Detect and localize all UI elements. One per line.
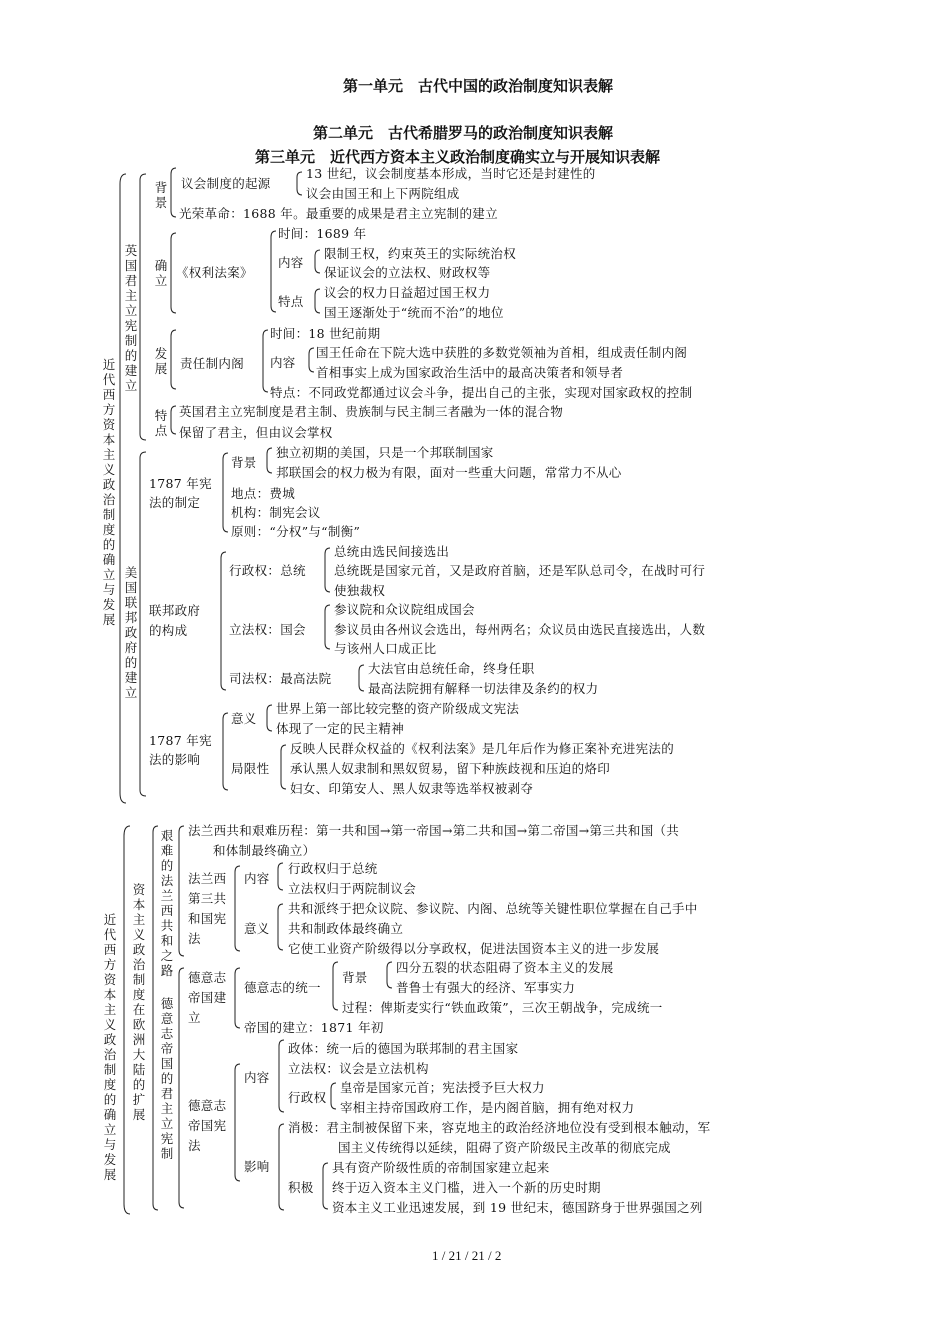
us-principle: 原则：“分权”与“制衡”	[231, 524, 361, 539]
c1787-l1: 1787 年宪	[149, 476, 212, 491]
bracket-fed	[221, 552, 226, 690]
bracket-bill-feature	[315, 289, 320, 313]
fr-sig-3: 它使工业资产阶级得以分享政权，促进法国资本主义的进一步发展	[288, 941, 660, 956]
fr-title: 艰难的法兰西共和之路	[160, 828, 174, 978]
bracket-fr-content	[278, 863, 283, 890]
bracket-root2	[124, 826, 130, 1214]
bracket-1787	[223, 453, 228, 532]
fr-sig-2: 共和制政体最终确立	[288, 921, 404, 936]
us-bg-1: 独立初期的美国，只是一个邦联制国家	[276, 445, 494, 460]
leg-label: 立法权：国会	[229, 622, 306, 637]
uk-char-2: 保留了君主，但由议会掌权	[179, 425, 333, 440]
bracket-inf	[223, 713, 228, 790]
fr-third-l3: 和国宪	[188, 911, 227, 926]
uk-char-label: 特点	[154, 408, 168, 438]
bracket-jud	[359, 665, 364, 691]
fr-third-l4: 法	[188, 931, 201, 946]
de-exec-1: 皇帝是国家元首；宪法授予巨大权力	[340, 1080, 545, 1095]
leg-2: 参议员由各州议会选出，每州两名；众议员由选民直接选出，人数	[334, 622, 706, 637]
bill-label: 《权利法案》	[176, 265, 253, 280]
sub-label-2: 资本主义政治制度在欧洲大陆的扩展	[132, 882, 146, 1122]
bracket-uk-bg	[171, 168, 176, 217]
bracket-uk	[140, 174, 146, 440]
root-label-2: 近代西方资本主义政治制度的确立与发展	[103, 912, 117, 1182]
bill-feature-2: 国王逐渐处于“统而不治”的地位	[324, 305, 504, 320]
jud-1: 大法官由总统任命，终身任职	[368, 661, 535, 676]
uk-title: 英国君主立宪制的建立	[124, 243, 138, 393]
bill-content-1: 限制王权，约束英王的实际统治权	[324, 246, 517, 261]
de-const-l2: 帝国宪	[188, 1118, 227, 1133]
fed-l2: 的构成	[149, 623, 188, 638]
de-unify-label: 德意志的统一	[244, 980, 321, 995]
uk-origin-2: 议会由国王和上下两院组成	[306, 186, 460, 201]
fr-content-1: 行政权归于总统	[288, 861, 378, 876]
exec-2: 总统既是国家元首，又是政府首脑，还是军队总司令，在战时可行	[334, 563, 706, 578]
bracket-sub2	[153, 826, 158, 1210]
us-place: 地点：费城	[231, 486, 296, 501]
lim-3: 妇女、印第安人、黑人奴隶等选举权被剥夺	[290, 781, 534, 796]
de-const-l3: 法	[188, 1138, 201, 1153]
bracket-de	[179, 968, 184, 1208]
inf-l1: 1787 年宪	[149, 733, 212, 748]
cabinet-content-label: 内容	[270, 355, 296, 370]
bracket-fr-third	[235, 866, 240, 951]
us-bg-label: 背景	[231, 455, 257, 470]
bracket-de-found	[235, 968, 240, 1028]
bill-content-2: 保证议会的立法权、财政权等	[324, 265, 491, 280]
de-process: 过程：俾斯麦实行“铁血政策”，三次王朝战争，完成统一	[342, 1000, 663, 1015]
us-org: 机构：制宪会议	[231, 505, 321, 520]
heading-unit3: 第三单元 近代西方资本主义政治制度确实立与开展知识表解	[255, 148, 661, 166]
bracket-bill-content	[315, 250, 320, 273]
bracket-unify	[333, 962, 338, 1010]
bracket-uk-origin	[297, 172, 302, 195]
bracket-cabinet	[263, 330, 268, 392]
fed-l1: 联邦政府	[149, 603, 201, 618]
bill-feature-1: 议会的权力日益超过国王权力	[324, 285, 491, 300]
fr-third-l1: 法兰西	[188, 871, 227, 886]
de-pos-label: 积极	[288, 1180, 314, 1195]
sig-2: 体现了一定的民主精神	[276, 721, 405, 736]
lim-1: 反映人民群众权益的《权利法案》是几年后作为修正案补充进宪法的	[290, 741, 675, 756]
c1787-l2: 法的制定	[149, 495, 201, 510]
bracket-de-bg	[387, 962, 392, 988]
de-exec-2: 宰相主持帝国政府工作，是内阁首脑，拥有绝对权力	[340, 1100, 635, 1115]
de-legis: 立法权：议会是立法机构	[288, 1061, 429, 1076]
us-bg-2: 邦联国会的权力极为有限，面对一些重大问题，常常力不从心	[276, 465, 622, 480]
jud-label: 司法权：最高法院	[229, 671, 332, 686]
fr-course-2: 和体制最终确立）	[213, 843, 316, 858]
de-exec-label: 行政权	[288, 1090, 327, 1105]
uk-dev-label: 发展	[154, 346, 168, 376]
de-polity: 政体：统一后的德国为联邦制的君主国家	[288, 1041, 519, 1056]
de-empire: 帝国的建立：1871 年初	[244, 1020, 384, 1035]
sig-label: 意义	[231, 711, 257, 726]
lim-2: 承认黑人奴隶制和黑奴贸易，留下种族歧视和压迫的烙印	[290, 761, 611, 776]
root-label-1: 近代西方资本主义政治制度的确立与发展	[102, 357, 116, 627]
leg-3: 与该州人口成正比	[334, 641, 437, 656]
bill-time: 时间：1689 年	[278, 226, 367, 241]
heading-unit2: 第二单元 古代希腊罗马的政治制度知识表解	[313, 124, 614, 142]
uk-char-1: 英国君主立宪制度是君主制、贵族制与民主制三者融为一体的混合物	[179, 404, 564, 419]
fr-content-label: 内容	[244, 871, 270, 886]
exec-label: 行政权：总统	[229, 563, 306, 578]
de-const-l1: 德意志	[188, 1098, 227, 1113]
fr-third-l2: 第三共	[188, 891, 227, 906]
bracket-de-const	[235, 1064, 240, 1181]
bracket-uk-char	[171, 406, 176, 434]
uk-est-label: 确立	[154, 258, 168, 288]
uk-origin-label: 议会制度的起源	[181, 176, 271, 191]
bracket-fr	[179, 826, 184, 956]
heading-unit1: 第一单元 古代中国的政治制度知识表解	[343, 77, 614, 95]
de-found-l1: 德意志	[188, 970, 227, 985]
sig-1: 世界上第一部比较完整的资产阶级成文宪法	[276, 701, 520, 716]
bracket-bill	[271, 231, 276, 312]
de-pos-1: 具有资产阶级性质的帝制国家建立起来	[332, 1160, 550, 1175]
bill-feature-label: 特点	[278, 294, 304, 309]
fr-course-1: 法兰西共和艰难历程：第一共和国→第一帝国→第二共和国→第二帝国→第三共和国（共	[188, 823, 680, 838]
de-bg-label: 背景	[342, 970, 368, 985]
fr-content-2: 立法权归于两院制议会	[288, 881, 417, 896]
bracket-exec	[325, 548, 330, 592]
exec-3: 使独裁权	[334, 583, 386, 598]
bracket-cabinet-content	[309, 348, 314, 372]
bracket-de-exec	[331, 1083, 336, 1109]
bracket-us	[140, 452, 146, 796]
bracket-leg	[325, 605, 330, 649]
bracket-de-impact	[279, 1124, 284, 1210]
cabinet-time: 时间：18 世纪前期	[270, 326, 381, 341]
us-title: 美国联邦政府的建立	[124, 565, 138, 700]
cabinet-feature: 特点：不同政党都通过议会斗争，提出自己的主张，实现对国家政权的控制	[270, 385, 693, 400]
de-neg-2: 国主义传统得以延续，阻碍了资产阶级民主改革的彻底完成	[338, 1140, 671, 1155]
bracket-de-content	[279, 1040, 284, 1112]
jud-2: 最高法院拥有解释一切法律及条约的权力	[368, 681, 599, 696]
de-pos-3: 资本主义工业迅速发展，到 19 世纪末，德国跻身于世界强国之列	[332, 1200, 703, 1215]
de-impact-label: 影响	[244, 1159, 270, 1174]
de-neg-1: 消极：君主制被保留下来，容克地主的政治经济地位没有受到根本触动，军	[288, 1120, 711, 1135]
uk-origin-1: 13 世纪，议会制度基本形成，当时它还是封建性的	[306, 166, 596, 181]
de-pos-2: 终于迈入资本主义门槛，进入一个新的历史时期	[332, 1180, 601, 1195]
page-number: 1 / 21 / 21 / 2	[432, 1248, 502, 1263]
bracket-de-pos	[323, 1163, 328, 1209]
bracket-lim	[281, 745, 286, 789]
bracket-sig	[267, 705, 272, 731]
de-found-l3: 立	[188, 1010, 201, 1025]
leg-1: 参议院和众议院组成国会	[334, 602, 475, 617]
bracket-us-bg	[267, 448, 272, 473]
uk-bg-label: 背景	[154, 180, 168, 210]
bill-content-label: 内容	[278, 255, 304, 270]
cabinet-content-1: 国王任命在下院大选中获胜的多数党领袖为首相，组成责任制内阁	[316, 345, 688, 360]
uk-glorious: 光荣革命：1688 年。最重要的成果是君主立宪制的建立	[179, 206, 498, 221]
de-bg-1: 四分五裂的状态阻碍了资本主义的发展	[396, 960, 614, 975]
fr-sig-label: 意义	[244, 921, 270, 936]
lim-label: 局限性	[231, 761, 270, 776]
cabinet-label: 责任制内阁	[180, 356, 245, 371]
bracket-fr-sig	[278, 904, 283, 950]
inf-l2: 法的影响	[149, 752, 201, 767]
cabinet-content-2: 首相事实上成为国家政治生活中的最高决策者和领导者	[316, 365, 624, 380]
bracket-uk-dev	[171, 330, 176, 389]
fr-sig-1: 共和派终于把众议院、参议院、内阁、总统等关键性职位掌握在自己手中	[288, 901, 698, 916]
de-found-l2: 帝国建	[188, 990, 227, 1005]
de-title: 德意志帝国的君主立宪制	[160, 996, 174, 1161]
de-bg-2: 普鲁士有强大的经济、军事实力	[396, 980, 576, 995]
de-content-label: 内容	[244, 1070, 270, 1085]
exec-1: 总统由选民间接选出	[334, 544, 450, 559]
